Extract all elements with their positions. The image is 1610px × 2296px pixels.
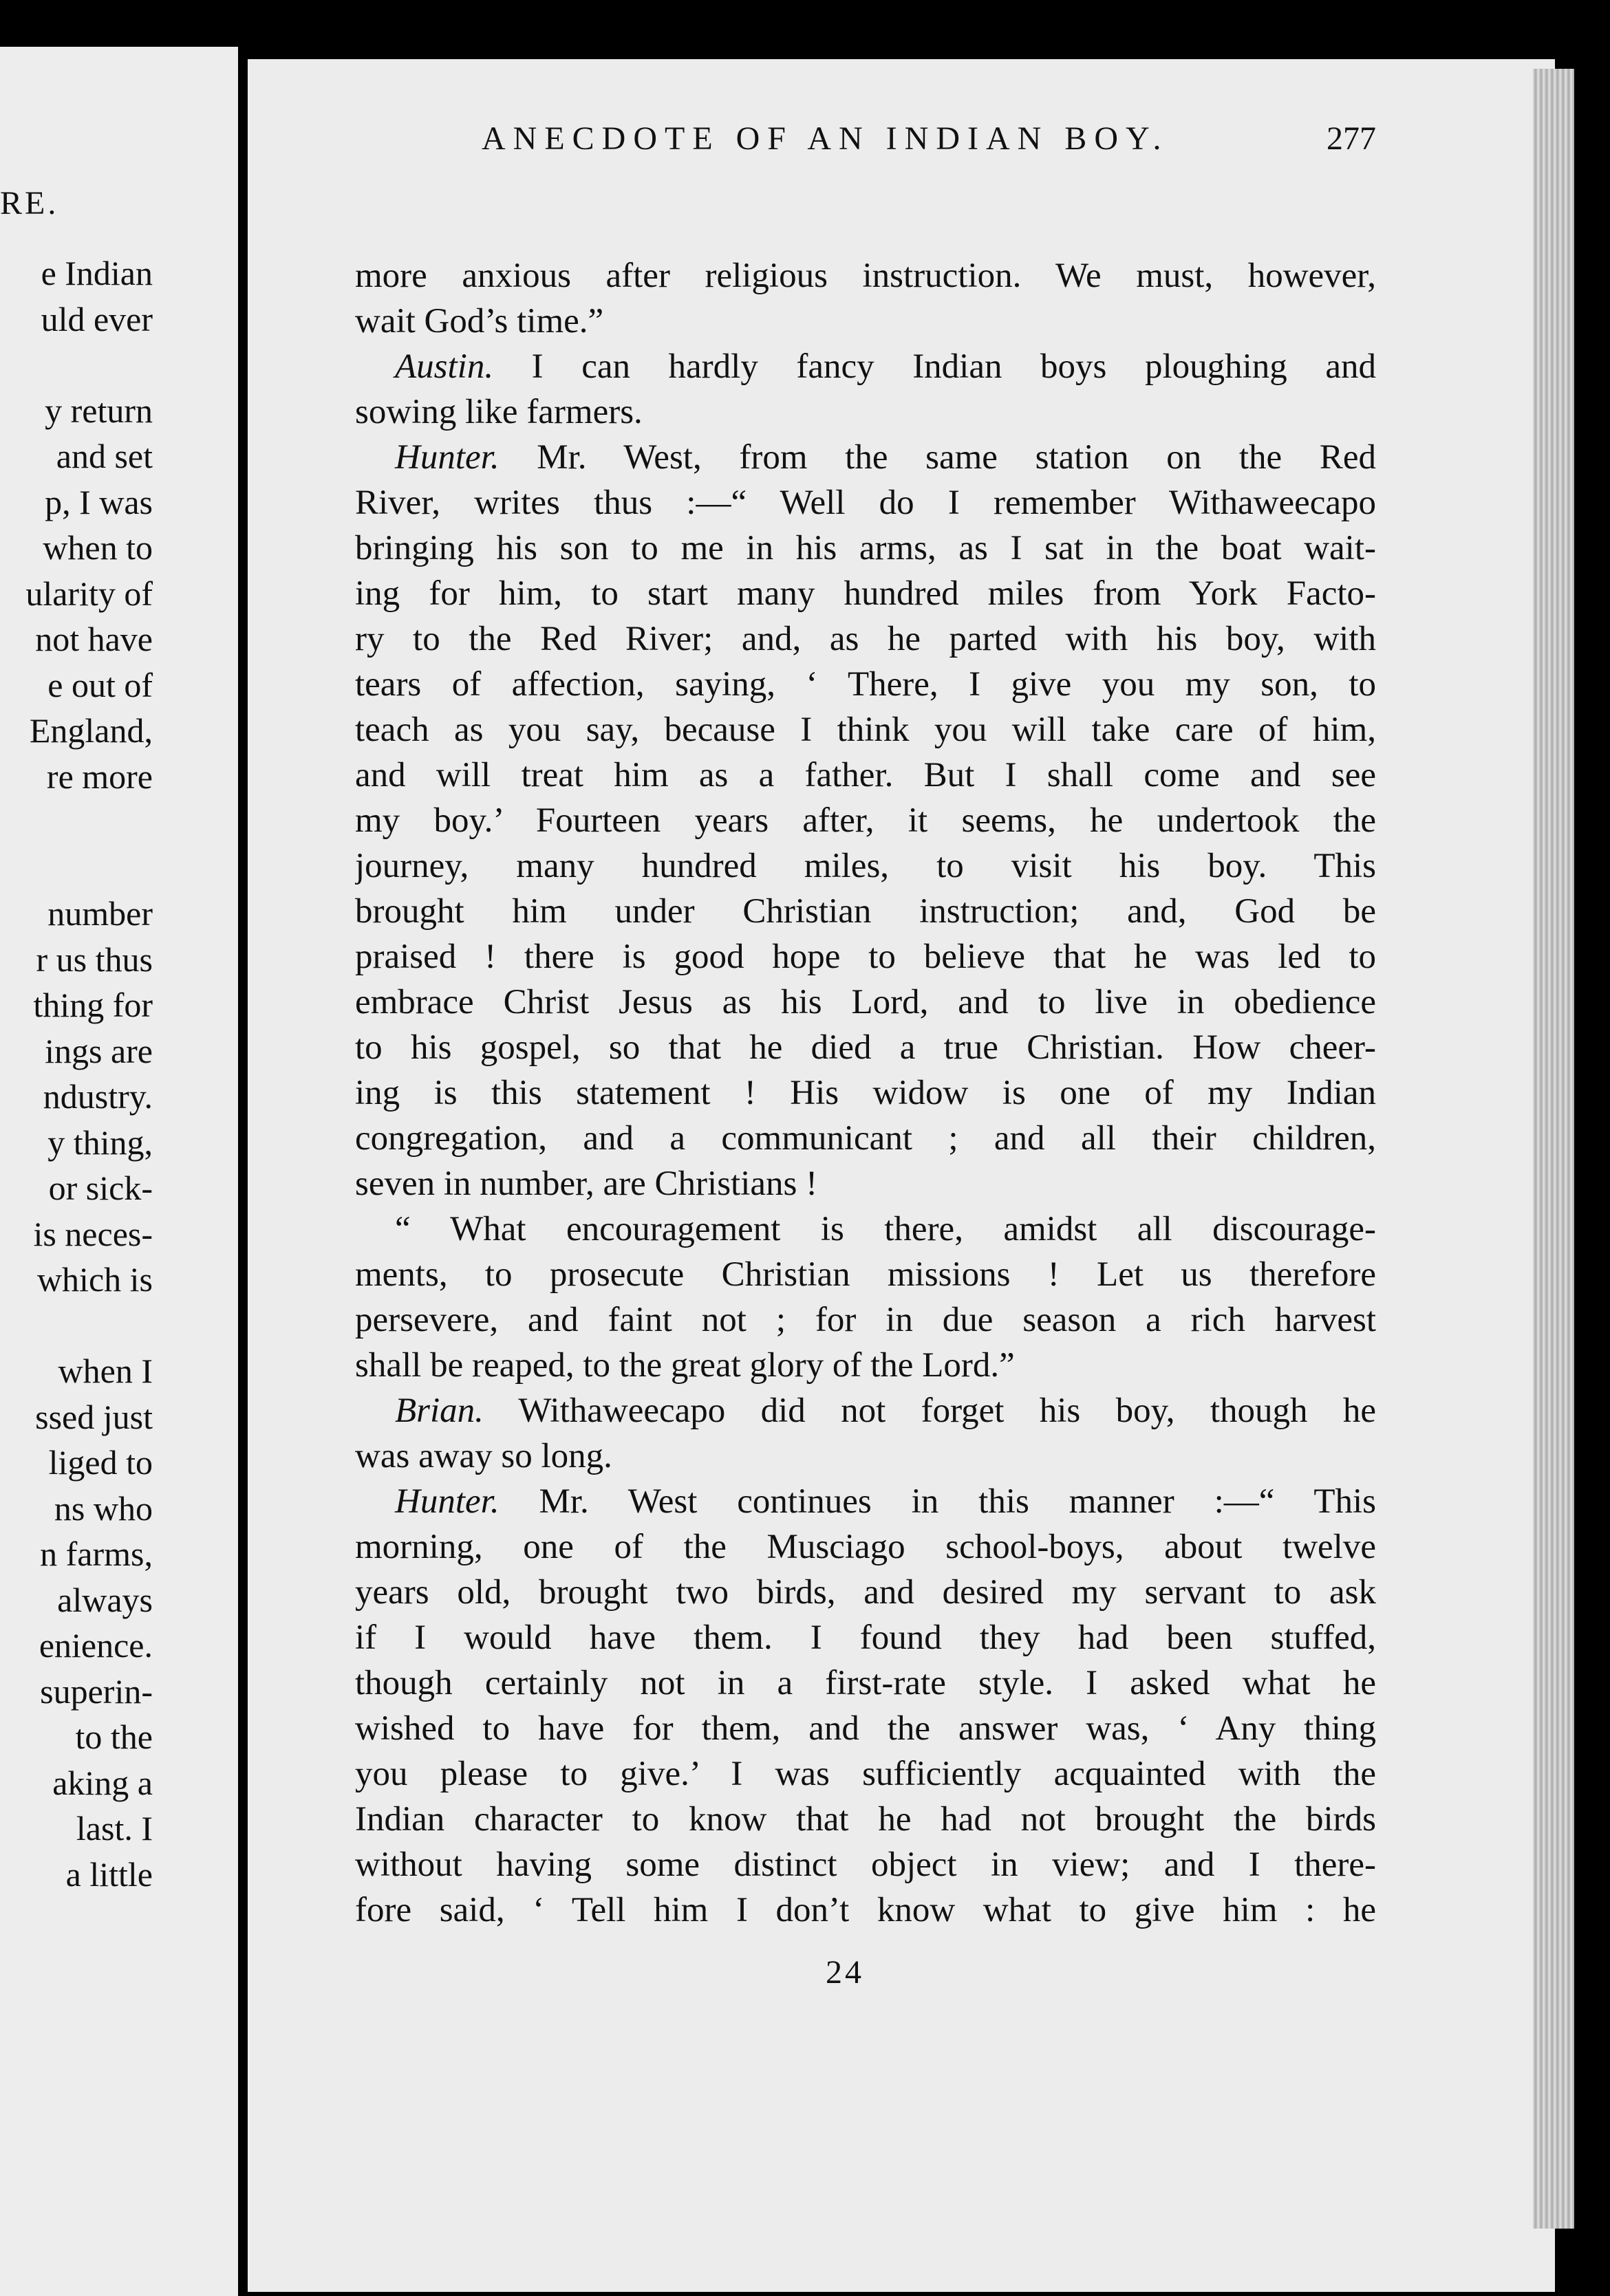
text-line xyxy=(355,1252,1376,1297)
line-text: seven in number, are Christians ! xyxy=(355,1165,818,1203)
line-text: ments, to prosecute Christian missions ! Let us therefore xyxy=(355,1255,1376,1294)
left-text-line: uld ever xyxy=(41,299,153,338)
line-text: tears of affection, saying, ‘ There, I give you my son, to xyxy=(355,665,1376,704)
body-text xyxy=(355,253,1376,1933)
line-text: Indian character to know that he had not brought the birds xyxy=(355,1800,1376,1839)
left-text-line: and set xyxy=(56,437,153,475)
left-text-line: a little xyxy=(65,1854,153,1894)
left-text-line: when I xyxy=(58,1352,153,1390)
line-text: my boy.’ Fourteen years after, it seems, he undertook the xyxy=(355,801,1376,840)
line-text: bringing his son to me in his arms, as I sat in the boat wait- xyxy=(355,529,1376,567)
line-text: shall be reaped, to the great glory of the Lord.” xyxy=(355,1346,1015,1385)
line-text: sowing like farmers. xyxy=(355,393,643,431)
text-line xyxy=(355,1206,1376,1252)
line-text: teach as you say, because I think you will take care of him, xyxy=(355,711,1376,749)
left-text-line: when to xyxy=(43,528,153,567)
text-line xyxy=(355,707,1376,752)
line-text: ing is this statement ! His widow is one of my Indian xyxy=(355,1074,1376,1112)
text-line xyxy=(355,1751,1376,1797)
left-text-line: thing for xyxy=(33,986,153,1024)
left-text-line: y return xyxy=(45,391,153,430)
line-text: more anxious after religious instruction. We must, however, xyxy=(355,257,1376,295)
line-text: to his gospel, so that he died a true Christian. How cheer- xyxy=(355,1028,1376,1067)
text-line xyxy=(355,1570,1376,1615)
running-title: ANECDOTE OF AN INDIAN BOY. xyxy=(482,120,1169,157)
left-text-line: ndustry. xyxy=(43,1077,153,1116)
line-text: morning, one of the Musciago school-boys, about twelve xyxy=(355,1528,1376,1566)
left-page xyxy=(0,47,238,2296)
left-page-header-fragment: RE. xyxy=(0,185,59,221)
text-line xyxy=(355,1433,1376,1479)
text-line xyxy=(355,1887,1376,1933)
text-line xyxy=(355,435,1376,480)
left-text-line: ings are xyxy=(45,1031,153,1070)
text-line xyxy=(355,1479,1376,1524)
text-line xyxy=(355,616,1376,662)
signature-mark: 24 xyxy=(826,1954,864,1991)
left-text-line: re more xyxy=(46,757,153,796)
text-line xyxy=(355,1070,1376,1116)
line-text: was away so long. xyxy=(355,1437,612,1475)
text-line xyxy=(355,979,1376,1025)
left-text-line: ularity of xyxy=(25,574,153,613)
text-line xyxy=(355,889,1376,934)
line-text: ing for him, to start many hundred miles from York Facto- xyxy=(355,574,1376,613)
line-text: congregation, and a communicant ; and all their children, xyxy=(355,1119,1376,1158)
left-text-line: number xyxy=(47,894,153,933)
text-line xyxy=(355,253,1376,299)
line-text: “ What encouragement is there, amidst all discourage- xyxy=(395,1210,1376,1248)
line-text: you please to give.’ I was sufficiently acquainted with the xyxy=(355,1755,1376,1793)
speaker-name: Hunter. xyxy=(395,1482,500,1521)
left-text-line: e Indian xyxy=(41,254,153,292)
page-edge xyxy=(1533,69,1574,2229)
line-text: I can hardly fancy Indian boys ploughing and xyxy=(493,347,1376,386)
line-text: if I would have them. I found they had been stuffed, xyxy=(355,1618,1376,1657)
text-line xyxy=(355,752,1376,798)
line-text: fore said, ‘ Tell him I don’t know what to give him : he xyxy=(355,1891,1376,1929)
line-text: though certainly not in a first-rate style. I asked what he xyxy=(355,1664,1376,1702)
line-text: praised ! there is good hope to believe that he was led to xyxy=(355,938,1376,976)
left-text-line: n farms, xyxy=(40,1535,153,1573)
text-line xyxy=(355,1842,1376,1887)
left-text-line: y thing, xyxy=(47,1123,153,1162)
text-line xyxy=(355,1615,1376,1660)
left-text-line: ssed just xyxy=(35,1397,153,1436)
line-text: persevere, and faint not ; for in due season a rich harvest xyxy=(355,1301,1376,1339)
line-text: journey, many hundred miles, to visit his boy. This xyxy=(355,847,1376,885)
line-text: Mr. West, from the same station on the Red xyxy=(499,438,1376,477)
text-line xyxy=(355,798,1376,843)
line-text: brought him under Christian instruction; and, God be xyxy=(355,892,1376,931)
speaker-name: Brian. xyxy=(395,1391,484,1430)
text-line xyxy=(355,1660,1376,1706)
line-text: wait God’s time.” xyxy=(355,302,604,340)
left-text-line: not have xyxy=(35,620,153,658)
text-line xyxy=(355,1388,1376,1433)
left-text-line: liged to xyxy=(48,1443,153,1482)
line-text: embrace Christ Jesus as his Lord, and to live in obedience xyxy=(355,983,1376,1021)
page-number: 277 xyxy=(1327,120,1376,157)
text-line xyxy=(355,1025,1376,1070)
line-text: and will treat him as a father. But I shall come and see xyxy=(355,756,1376,794)
left-text-line: r us thus xyxy=(36,940,153,979)
speaker-name: Hunter. xyxy=(395,438,500,477)
text-line xyxy=(355,1797,1376,1842)
text-line xyxy=(355,1161,1376,1206)
left-text-line: enience. xyxy=(39,1626,153,1665)
line-text: Mr. West continues in this manner :—“ This xyxy=(499,1482,1376,1521)
text-line xyxy=(355,1116,1376,1161)
left-text-line: superin- xyxy=(40,1671,153,1711)
line-text: Withaweecapo did not forget his boy, though he xyxy=(483,1391,1376,1430)
left-text-line: which is xyxy=(36,1260,153,1299)
left-text-line: or sick- xyxy=(48,1169,153,1207)
text-line xyxy=(355,480,1376,526)
text-line xyxy=(355,1343,1376,1388)
text-line xyxy=(355,843,1376,889)
text-line xyxy=(355,344,1376,389)
text-line xyxy=(355,389,1376,435)
left-text-line: to the xyxy=(75,1718,153,1756)
text-line xyxy=(355,571,1376,616)
line-text: without having some distinct object in view; and I there- xyxy=(355,1845,1376,1884)
text-line xyxy=(355,662,1376,707)
speaker-name: Austin. xyxy=(395,347,494,386)
text-line xyxy=(355,299,1376,344)
text-line xyxy=(355,934,1376,979)
left-text-line: e out of xyxy=(47,665,153,704)
left-text-line: last. I xyxy=(76,1809,153,1848)
left-text-line: ns who xyxy=(54,1488,153,1528)
text-line xyxy=(355,1524,1376,1570)
line-text: wished to have for them, and the answer was, ‘ Any thing xyxy=(355,1709,1376,1748)
left-text-line: is neces- xyxy=(33,1214,153,1253)
left-text-line: England, xyxy=(29,711,153,750)
text-line xyxy=(355,1297,1376,1343)
text-line xyxy=(355,1706,1376,1751)
line-text: ry to the Red River; and, as he parted with his boy, with xyxy=(355,620,1376,658)
line-text: years old, brought two birds, and desired my servant to ask xyxy=(355,1573,1376,1612)
line-text: River, writes thus :—“ Well do I remember Withaweecapo xyxy=(355,484,1376,522)
left-text-line: p, I was xyxy=(45,482,153,521)
left-text-line: aking a xyxy=(52,1763,153,1802)
text-line xyxy=(355,526,1376,571)
left-text-line: always xyxy=(57,1580,153,1619)
